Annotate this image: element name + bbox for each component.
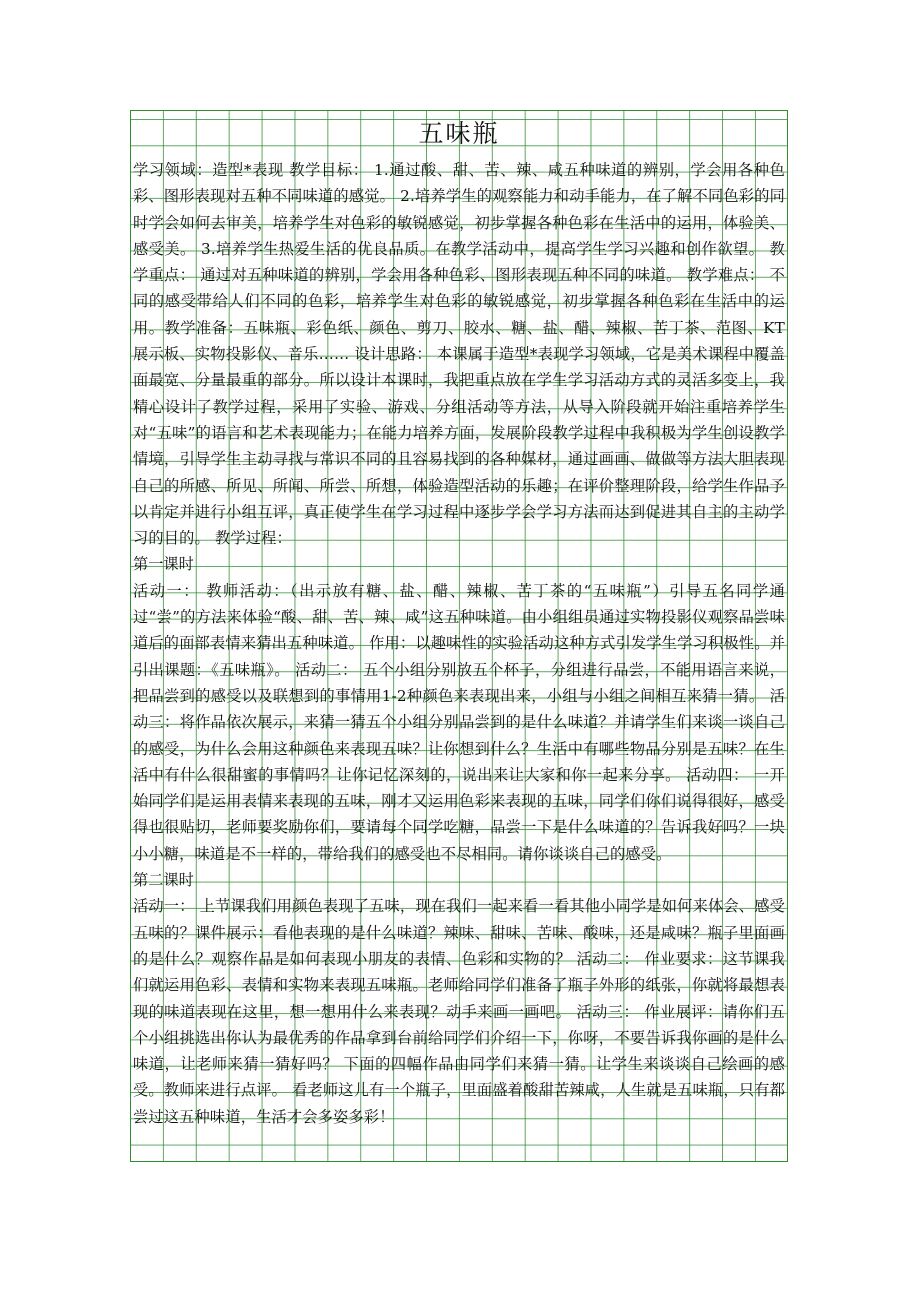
document-content: [133, 111, 785, 1130]
lesson-2-paragraph: 活动一： 上节课我们用颜色表现了五味，现在我们一起来看一看其他小同学是如何来体会、感受五味的？课件展示：看他表现的是什么味道？辣味、甜味、苦味、酸味，还是咸味？瓶子里面画的是什么？观察作品是如何表现小朋友的表情、色彩和实物的？ 活动二： 作业要求：这节课我们就运用色彩、表情和实物来表现五味瓶。老师给同学们准备了瓶子外形的纸张，你就将最想表现的味道表现在这里，想一想用什么来表现？动手来画一画吧。 活动三： 作业展评：请你们五个小组挑选出你认为最优秀的作品拿到台前给同学们介绍一下，你呀，不要告诉我你画的是什么味道，让老师来猜一猜好吗？ 下面的四幅作品由同学们来猜一猜。让学生来谈谈自己绘画的感受。教师来进行点评。 看老师这儿有一个瓶子，里面盛着酸甜苦辣咸，人生就是五味瓶，只有都尝过这五种味道，生活才会多姿多彩！: [133, 897, 785, 1126]
document-title: 五味瓶: [418, 119, 500, 148]
intro-paragraph: 学习领域：造型*表现 教学目标： 1.通过酸、甜、苦、辣、咸五种味道的辨别，学会用各种色彩、图形表现对五种不同味道的感觉。 2.培养学生的观察能力和动手能力，在了解不同色彩的同时学会如何去审美，培养学生对色彩的敏锐感觉，初步掌握各种色彩在生活中的运用，体验美、感受美。 3.培养学生热爱生活的优良品质。在教学活动中，提高学生学习兴趣和创作欲望。 教学重点： 通过对五种味道的辨别，学会用各种色彩、图形表现五种不同的味道。 教学难点： 不同的感受带给人们不同的色彩，培养学生对色彩的敏锐感觉，初步掌握各种色彩在生活中的运用。教学准备：五味瓶、彩色纸、颜色、剪刀、胶水、糖、盐、醋、辣椒、苦丁茶、范图、KT展示板、实物投影仪、音乐…… 设计思路： 本课属于造型*表现学习领域，它是美术课程中覆盖面最宽、分量最重的部分。所以设计本课时，我把重点放在学生学习活动方式的灵活多变上，我精心设计了教学过程，采用了实验、游戏、分组活动等方法，从导入阶段就开始注重培养学生对“五味”的语言和艺术表现能力；在能力培养方面，发展阶段教学过程中我积极为学生创设教学情境，引导学生主动寻找与常识不同的且容易找到的各种媒材，通过画画、做做等方法大胆表现自己的所感、所见、所闻、所尝、所想，体验造型活动的乐趣；在评价整理阶段，给学生作品予以肯定并进行小组互评，真正使学生在学习过程中逐步学会学习方法而达到促进其自主的主动学习的目的。 教学过程：: [133, 161, 785, 548]
document-page: [130, 110, 788, 1162]
lesson-1-paragraph: 活动一： 教师活动：（出示放有糖、盐、醋、辣椒、苦丁茶的“五味瓶”）引导五名同学通过“尝”的方法来体验“酸、甜、苦、辣、咸”这五种味道。由小组组员通过实物投影仪观察品尝味道后的面部表情来猜出五种味道。 作用：以趣味性的实验活动这种方式引发学生学习积极性。并引出课题：《五味瓶》。 活动二： 五个小组分别放五个杯子，分组进行品尝，不能用语言来说，把品尝到的感受以及联想到的事情用1-2种颜色来表现出来，小组与小组之间相互来猜一猜。 活动三：将作品依次展示，来猜一猜五个小组分别品尝到的是什么味道？并请学生们来谈一谈自己的感受，为什么会用这种颜色来表现五味？让你想到什么？生活中有哪些物品分别是五味？在生活中有什么很甜蜜的事情吗？让你记忆深刻的，说出来让大家和你一起来分享。 活动四： 一开始同学们是运用表情来表现的五味，刚才又运用色彩来表现的五味，同学们你们说得很好，感受得也很贴切，老师要奖励你们，要请每个同学吃糖，品尝一下是什么味道的？告诉我好吗？一块小小糖，味道是不一样的，带给我们的感受也不尽相同。请你谈谈自己的感受。: [133, 581, 785, 863]
section-heading-lesson-1: 第一课时: [133, 555, 194, 574]
section-heading-lesson-2: 第二课时: [133, 871, 194, 890]
